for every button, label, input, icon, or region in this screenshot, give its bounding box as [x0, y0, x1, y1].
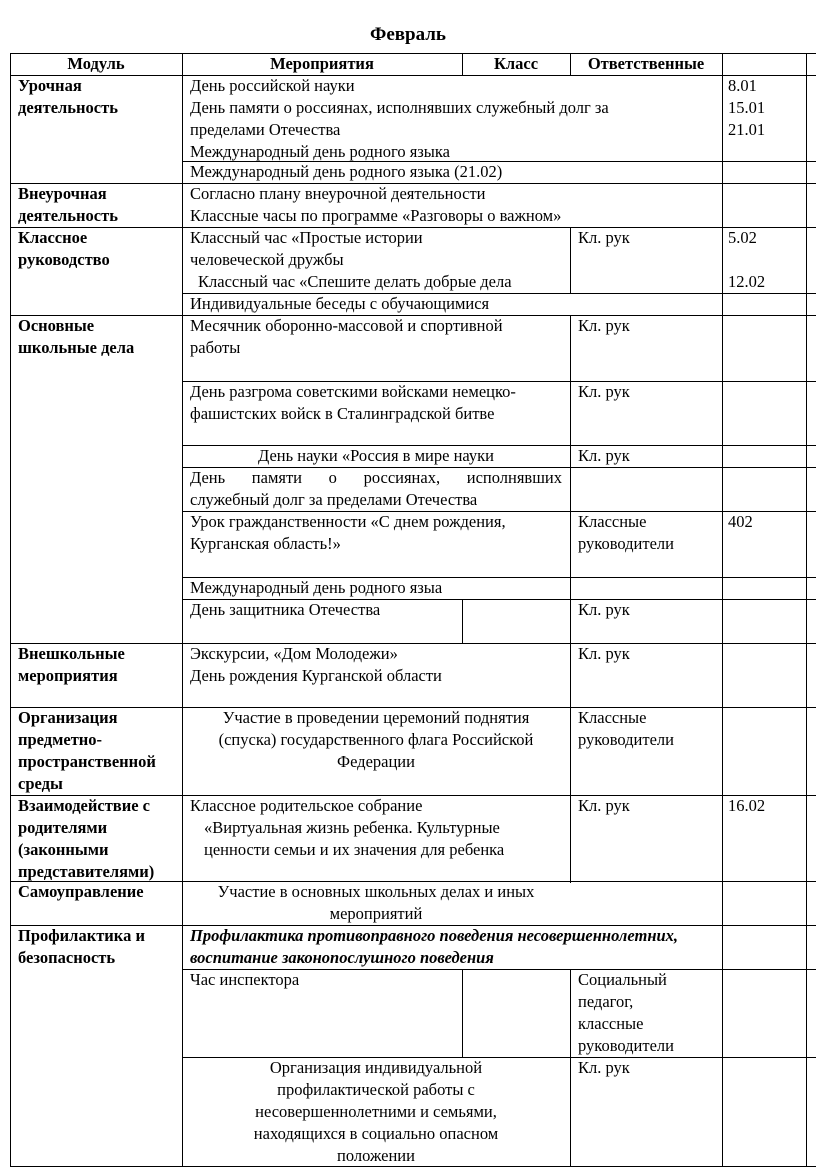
- urochnaya-event-2: Международный день родного языка (21.02): [190, 162, 503, 181]
- osnovnye-resp-7: Кл. рук: [578, 600, 630, 619]
- osnovnye-event-4: День памяти о россиянах, исполнявших служебный долг за пределами Отечества: [190, 468, 562, 509]
- module-vneshkolnye: Внешкольные мероприятия: [18, 644, 125, 685]
- osnovnye-event-2: День разгрома советскими войсками немецко- фашистских войск в Сталинградской битве: [190, 382, 516, 423]
- profilaktika-event-2: Организация индивидуальной профилактической работы с несовершеннолетними и семьями, находящихся в социально опасном положении: [253, 1058, 499, 1165]
- osnovnye-resp-3: Кл. рук: [578, 446, 630, 465]
- urochnaya-events: День российской науки День памяти о россиянах, исполнявших служебный долг за пределами Отечества Международный день родного языка: [190, 76, 609, 161]
- osnovnye-resp-1: Кл. рук: [578, 316, 630, 335]
- klassnoe-event-2: Индивидуальные беседы с обучающимися: [190, 294, 490, 313]
- vneurochnaya-events: Согласно плану внеурочной деятельности Классные часы по программе «Разговоры о важном»: [190, 184, 562, 225]
- klassnoe-events: Классный час «Простые истории человеческой дружбы Классный час «Спешите делать добрые дела: [190, 228, 512, 291]
- klassnoe-date-2: 12.02: [728, 272, 766, 291]
- vneshkolnye-events: Экскурсии, «Дом Молодежи» День рождения Курганской области: [190, 644, 442, 685]
- module-osnovnye: Основные школьные дела: [18, 316, 135, 357]
- vzaimodeystvie-events: Классное родительское собрание «Виртуальная жизнь ребенка. Культурные ценности семьи и их значения для ребенка: [190, 796, 505, 859]
- klassnoe-date-1: 5.02: [728, 228, 757, 247]
- osnovnye-event-7: День защитника Отечества: [190, 600, 381, 619]
- module-samoupravlenie: Самоуправление: [18, 882, 144, 901]
- profilaktika-resp-1: Социальный педагог, классные руководители: [578, 970, 674, 1055]
- organizaciya-events: Участие в проведении церемоний поднятия (спуска) государственного флага Российской Федерации: [218, 708, 534, 771]
- module-urochnaya: Урочная деятельность: [18, 76, 118, 117]
- urochnaya-dates: 8.01 15.01 21.01: [728, 76, 766, 139]
- organizaciya-resp: Классные руководители: [578, 708, 674, 749]
- vzaimodeystvie-resp: Кл. рук: [578, 796, 630, 815]
- module-organizaciya: Организация предметно- пространственной среды: [18, 708, 156, 793]
- osnovnye-resp-5: Классные руководители: [578, 512, 674, 553]
- profilaktika-heading: Профилактика противоправного поведения несовершеннолетних, воспитание законопослушного поведения: [190, 926, 679, 967]
- profilaktika-event-1: Час инспектора: [190, 970, 300, 989]
- module-vzaimodeystvie: Взаимодействие с родителями (законными представителями): [18, 796, 155, 881]
- samoupravlenie-events: Участие в основных школьных делах и иных мероприятий: [217, 882, 535, 923]
- klassnoe-responsible: Кл. рук: [578, 228, 630, 247]
- vzaimodeystvie-date: 16.02: [728, 796, 766, 815]
- header-events: Мероприятия: [270, 54, 374, 73]
- page-title: Февраль: [370, 24, 446, 45]
- vneshkolnye-resp: Кл. рук: [578, 644, 630, 663]
- osnovnye-event-3: День науки «Россия в мире науки: [258, 446, 494, 465]
- osnovnye-event-5: Урок гражданственности «С днем рождения, Курганская область!»: [190, 512, 506, 553]
- osnovnye-resp-2: Кл. рук: [578, 382, 630, 401]
- module-vneurochnaya: Внеурочная деятельность: [18, 184, 118, 225]
- module-profilaktika: Профилактика и безопасность: [18, 926, 145, 967]
- module-klassnoe: Классное руководство: [18, 228, 110, 269]
- osnovnye-event-6: Международный день родного языа: [190, 578, 443, 597]
- profilaktika-resp-2: Кл. рук: [578, 1058, 630, 1077]
- osnovnye-date-5: 402: [728, 512, 753, 531]
- header-module: Модуль: [67, 54, 125, 73]
- header-responsible: Ответственные: [587, 54, 705, 73]
- osnovnye-event-1: Месячник оборонно-массовой и спортивной работы: [190, 316, 503, 357]
- header-class: Класс: [493, 54, 539, 73]
